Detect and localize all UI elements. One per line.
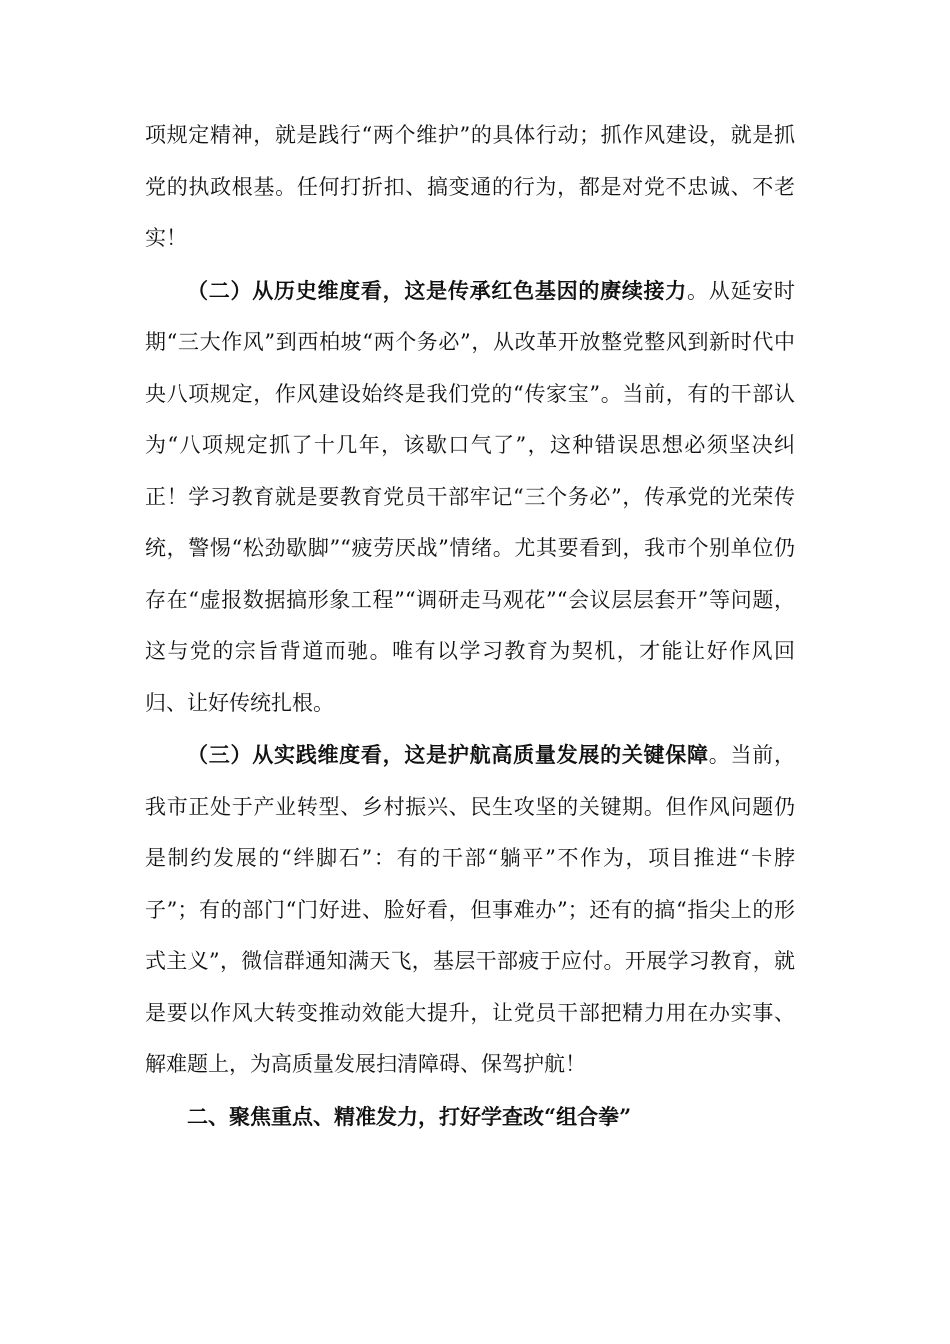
document-body	[145, 110, 795, 1142]
paragraph-text: 。当前，我市正处于产业转型、乡村振兴、民生攻坚的关键期。但作风问题仍是制约发展的“绊脚石”：有的干部“躺平”不作为，项目推进“卡脖子”；有的部门“门好进、脸好看，但事难办”；还有的搞“指尖上的形式主义”，微信群通知满天飞，基层干部疲于应付。开展学习教育，就是要以作风大转变推动效能大提升，让党员干部把精力用在办实事、解难题上，为高质量发展扫清障碍、保驾护航！	[145, 743, 796, 1076]
paragraph-continuation	[145, 110, 795, 265]
paragraph-text: 。从延安时期“三大作风”到西柏坡“两个务必”，从改革开放整党整风到新时代中央八项规定，作风建设始终是我们党的“传家宝”。当前，有的干部认为“八项规定抓了十几年，该歇口气了”，这种错误思想必须坚决纠正！学习教育就是要教育党员干部牢记“三个务必”，传承党的光荣传统，警惕“松劲歇脚”“疲劳厌战”情绪。尤其要看到，我市个别单位仍存在“虚报数据搞形象工程”“调研走马观花”“会议层层套开”等问题，这与党的宗旨背道而驰。唯有以学习教育为契机，才能让好作风回归、让好传统扎根。	[145, 278, 796, 715]
paragraph-text: 项规定精神，就是践行“两个维护”的具体行动；抓作风建设，就是抓党的执政根基。任何打折扣、搞变通的行为，都是对党不忠诚、不老实！	[145, 123, 795, 250]
paragraph-history	[145, 265, 795, 730]
paragraph-lead: （二）从历史维度看，这是传承红色基因的赓续接力	[187, 277, 688, 303]
paragraph-practice	[145, 729, 795, 1091]
section-heading: 二、聚焦重点、精准发力，打好学查改“组合拳”	[187, 1103, 632, 1129]
paragraph-lead: （三）从实践维度看，这是护航高质量发展的关键保障	[187, 742, 709, 767]
